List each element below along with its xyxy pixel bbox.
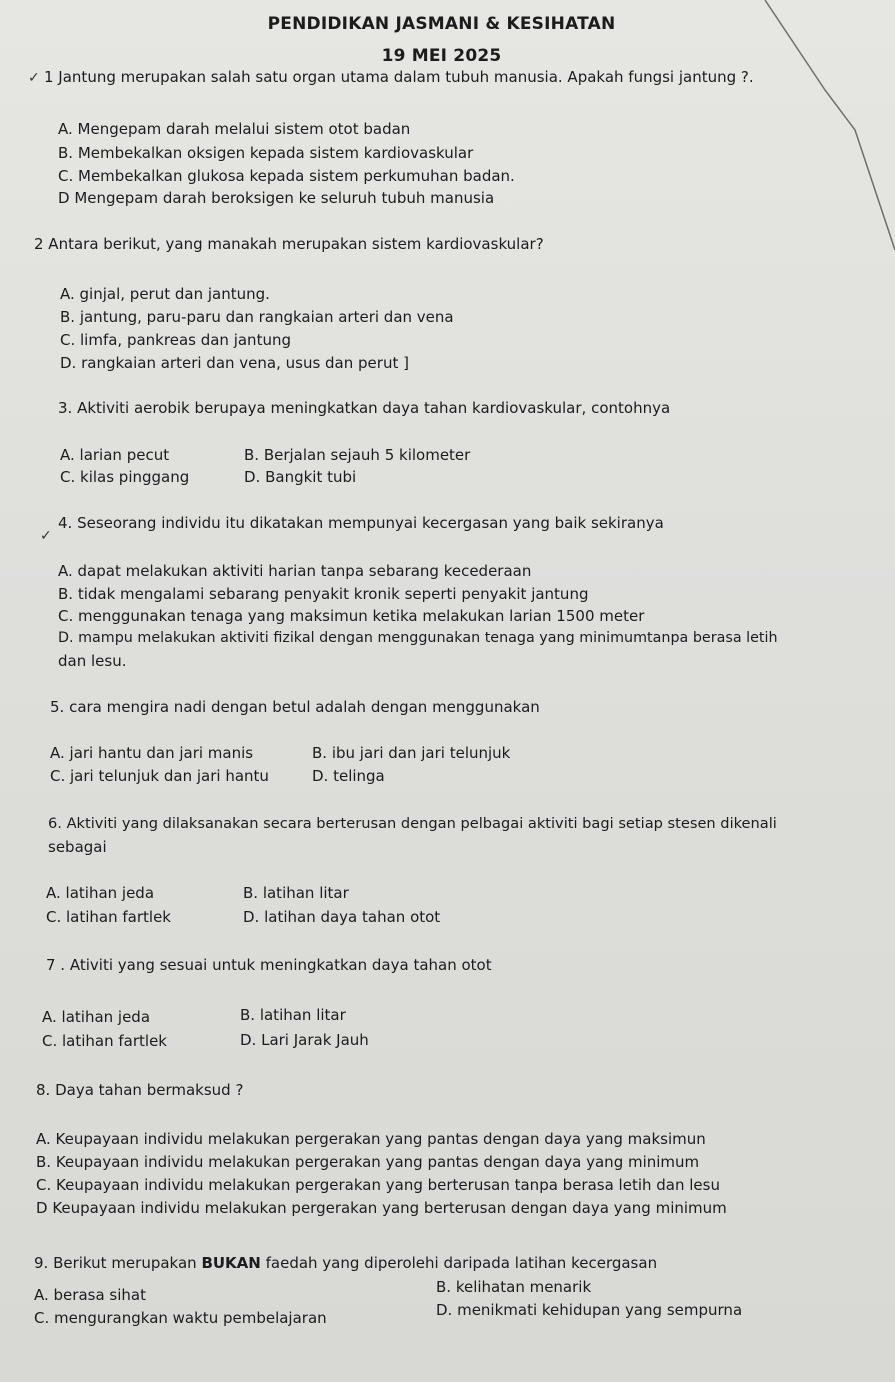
- question-6-text: 6. Aktiviti yang dilaksanakan secara berterusan dengan pelbagai aktiviti bagi setiap stesen dikenali: [48, 815, 777, 832]
- question-3-option-c: C. kilas pinggang: [60, 468, 190, 486]
- question-2-option-b: B. jantung, paru-paru dan rangkaian arteri dan vena: [60, 308, 454, 326]
- question-8-option-b: B. Keupayaan individu melakukan pergerakan yang pantas dengan daya yang minimum: [36, 1153, 700, 1171]
- exam-date: 19 MEI 2025: [381, 46, 502, 66]
- question-2-option-d: D. rangkaian arteri dan vena, usus dan perut ]: [60, 354, 409, 372]
- question-9-option-d: D. menikmati kehidupan yang sempurna: [436, 1301, 743, 1319]
- question-6-text-continued: sebagai: [48, 838, 107, 856]
- question-1-option-c: C. Membekalkan glukosa kepada sistem perkumuhan badan.: [58, 167, 515, 185]
- question-4-option-b: B. tidak mengalami sebarang penyakit kronik seperti penyakit jantung: [58, 585, 589, 603]
- question-5-option-c: C. jari telunjuk dan jari hantu: [50, 767, 269, 785]
- question-9-text-start: 9. Berikut merupakan: [34, 1254, 202, 1272]
- subject-title: PENDIDIKAN JASMANI & KESIHATAN: [267, 14, 616, 34]
- question-1-option-d: D Mengepam darah beroksigen ke seluruh tubuh manusia: [58, 189, 495, 207]
- question-4-option-a: A. dapat melakukan aktiviti harian tanpa sebarang kecederaan: [58, 562, 532, 580]
- check-mark-icon: ✓: [28, 70, 40, 86]
- question-9-text: [34, 1254, 657, 1272]
- question-2-option-c: C. limfa, pankreas dan jantung: [60, 331, 291, 349]
- question-3-option-a: A. larian pecut: [60, 446, 170, 464]
- question-5-option-b: B. ibu jari dan jari telunjuk: [312, 744, 511, 762]
- check-mark-icon: ✓: [40, 528, 52, 544]
- question-6-option-a: A. latihan jeda: [46, 884, 155, 902]
- paper-edge-shadow: [755, 0, 895, 260]
- question-9-option-c: C. mengurangkan waktu pembelajaran: [34, 1309, 327, 1327]
- question-6-option-c: C. latihan fartlek: [46, 908, 171, 926]
- question-9-option-b: B. kelihatan menarik: [436, 1278, 592, 1296]
- question-7-option-c: C. latihan fartlek: [42, 1032, 167, 1050]
- question-3-text: 3. Aktiviti aerobik berupaya meningkatkan daya tahan kardiovaskular, contohnya: [58, 399, 671, 417]
- question-6-option-b: B. latihan litar: [243, 884, 349, 902]
- question-6-option-d: D. latihan daya tahan otot: [243, 908, 441, 926]
- question-7-option-b: B. latihan litar: [240, 1006, 346, 1024]
- question-7-text: 7 . Ativiti yang sesuai untuk meningkatkan daya tahan otot: [46, 956, 492, 974]
- question-9-emphasis: BUKAN: [201, 1254, 261, 1272]
- question-9-option-a: A. berasa sihat: [34, 1286, 146, 1304]
- question-8-option-d: D Keupayaan individu melakukan pergerakan yang berterusan dengan daya yang minimum: [36, 1199, 727, 1217]
- question-8-option-c: C. Keupayaan individu melakukan pergerakan yang berterusan tanpa berasa letih dan lesu: [36, 1176, 720, 1194]
- question-7-option-a: A. latihan jeda: [42, 1008, 151, 1026]
- question-2-option-a: A. ginjal, perut dan jantung.: [60, 285, 270, 303]
- question-8-text: 8. Daya tahan bermaksud ?: [36, 1081, 244, 1099]
- question-2-text: 2 Antara berikut, yang manakah merupakan sistem kardiovaskular?: [34, 235, 544, 253]
- question-1-option-a: A. Mengepam darah melalui sistem otot badan: [58, 120, 411, 138]
- question-4-option-d: D. mampu melakukan aktiviti fizikal dengan menggunakan tenaga yang minimumtanpa berasa letih: [58, 630, 778, 646]
- question-9-text-end: faedah yang diperolehi daripada latihan kecergasan: [260, 1254, 658, 1272]
- question-3-option-b: B. Berjalan sejauh 5 kilometer: [244, 446, 471, 464]
- question-1-text: 1 Jantung merupakan salah satu organ utama dalam tubuh manusia. Apakah fungsi jantung ?.: [44, 68, 754, 86]
- question-4-option-c: C. menggunakan tenaga yang maksimun ketika melakukan larian 1500 meter: [58, 607, 645, 625]
- question-4-text: 4. Seseorang individu itu dikatakan mempunyai kecergasan yang baik sekiranya: [58, 514, 664, 532]
- question-1-option-b: B. Membekalkan oksigen kepada sistem kardiovaskular: [58, 144, 474, 162]
- question-3-option-d: D. Bangkit tubi: [244, 468, 357, 486]
- question-5-text: 5. cara mengira nadi dengan betul adalah dengan menggunakan: [50, 698, 540, 716]
- question-7-option-d: D. Lari Jarak Jauh: [240, 1031, 369, 1049]
- question-5-option-d: D. telinga: [312, 767, 385, 785]
- question-4-option-d-continued: dan lesu.: [58, 652, 127, 670]
- question-5-option-a: A. jari hantu dan jari manis: [50, 744, 254, 762]
- question-8-option-a: A. Keupayaan individu melakukan pergerakan yang pantas dengan daya yang maksimun: [36, 1130, 706, 1148]
